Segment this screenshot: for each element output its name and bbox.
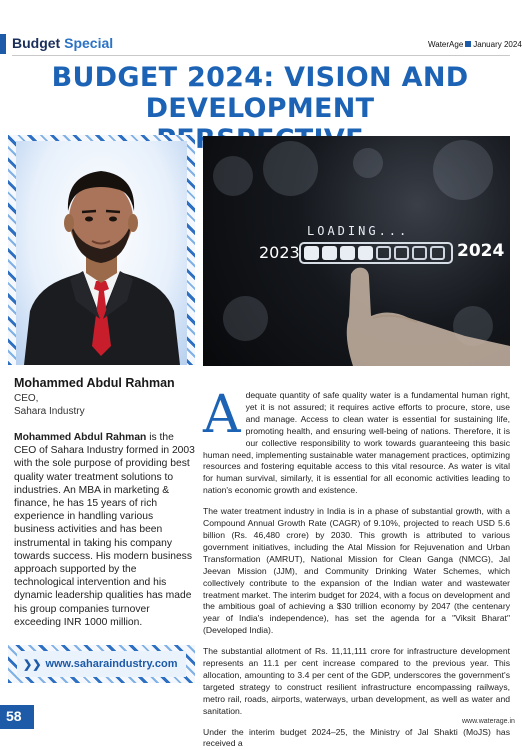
website-banner-inner — [17, 651, 186, 677]
hand-pointing-illustration — [203, 136, 510, 366]
year-to: 2024 — [457, 241, 505, 261]
article-paragraph: The substantial allotment of Rs. 11,11,111 crore for infrastructure development represents an 11.1 per cent increase compared to the previous year. This allocation, amounting to 3.4 per cent of the GDP, underscores the government's targeted strategy to construct resilient infrastructure encompassing railways, metro rail, roads, airports, waterways, urban development, as well as water and sanitation. — [203, 646, 510, 716]
portrait-illustration — [16, 141, 187, 365]
title-line-2: DEVELOPMENT — [145, 93, 375, 124]
author-bio-text: is the CEO of Sahara Industry formed in 2003 with the sole purpose of providing best quality water treatment solutions to industries. An MBA in marketing & finance, he has 15 years of rich experience in handling various business activities and has been instrumental in taking his company towards success. His modern business approach supported by the technological intervention and his dynamic leadership qualities has made his group companies turnover exceeding INR 1000 million. — [14, 432, 195, 628]
author-company: Sahara Industry — [14, 406, 85, 417]
author-portrait-frame — [8, 135, 195, 365]
author-role: CEO, — [14, 393, 39, 404]
title-line-1: BUDGET 2024: VISION AND — [51, 62, 469, 93]
magazine-name: WaterAge — [428, 40, 464, 49]
drop-cap: A — [203, 385, 241, 445]
header-divider — [12, 55, 510, 56]
section-label-accent: Special — [64, 35, 114, 51]
article-paragraph — [203, 385, 510, 497]
website-banner — [8, 645, 195, 683]
author-name: Mohammed Abdul Rahman — [14, 376, 175, 390]
author-role-block — [14, 392, 85, 418]
footer-url[interactable]: www.waterage.in — [462, 718, 515, 725]
author-bio — [14, 431, 196, 629]
issue-date: January 2024 — [473, 40, 522, 49]
page-number: 58 — [6, 708, 22, 724]
year-from: 2023 — [259, 243, 300, 262]
section-color-bar — [0, 34, 6, 54]
website-link[interactable]: www.saharaindustry.com — [45, 658, 178, 670]
loading-2024-image — [203, 136, 510, 366]
article-paragraph: Under the interim budget 2024–25, the Ministry of Jal Shakti (MoJS) has received a — [203, 726, 510, 749]
article-paragraph: The water treatment industry in India is in a phase of substantial growth, with a Compound Annual Growth Rate (CAGR) of 9.10%, projected to reach USD 5.6 billion (Rs. 46,480 crore) by 2030. This growth is attributed to various government initiatives, including the Atal Mission for Rejuvenation and Urban Transformation (AMRUT), National Mission for Clean Ganga (NMCG), Jal Jeevan Mission (JJM), and Community Drinking Water Schemes, which collectively contribute to the expansion of the Indian water and wastewater treatment market. The interim budget for 2024, with a focus on development and the ambitious goal of achieving a $30 trillion economy by 2047 (the centenary year of India's independence), has set the agenda for a "Viksit Bharat" (Developed India). — [203, 506, 510, 636]
loading-label: LOADING... — [307, 224, 410, 238]
double-arrow-icon: ❯❯ — [23, 658, 42, 671]
author-portrait — [16, 141, 187, 365]
section-header — [12, 35, 113, 51]
square-divider-icon — [465, 41, 471, 47]
magazine-masthead — [428, 40, 522, 49]
paragraph-text: dequate quantity of safe quality water is a fundamental human right, yet it is not assured; it requires active efforts to procure, store, use and manage. Access to clean water is essential for sustaining life, promoting health, and ensuring well-being of nations. Therefore, it is our collective responsibility to work towards guaranteeing this basic human need, implementing sustainable water management practices, optimizing resources and fostering equitable access to this vital resource. As water is vital for human survival, similarly, it is essential for all economic activities leading to nation's economic growth and existence. — [203, 390, 510, 496]
author-bio-name: Mohammed Abdul Rahman — [14, 432, 147, 443]
section-label: Budget — [12, 35, 61, 51]
